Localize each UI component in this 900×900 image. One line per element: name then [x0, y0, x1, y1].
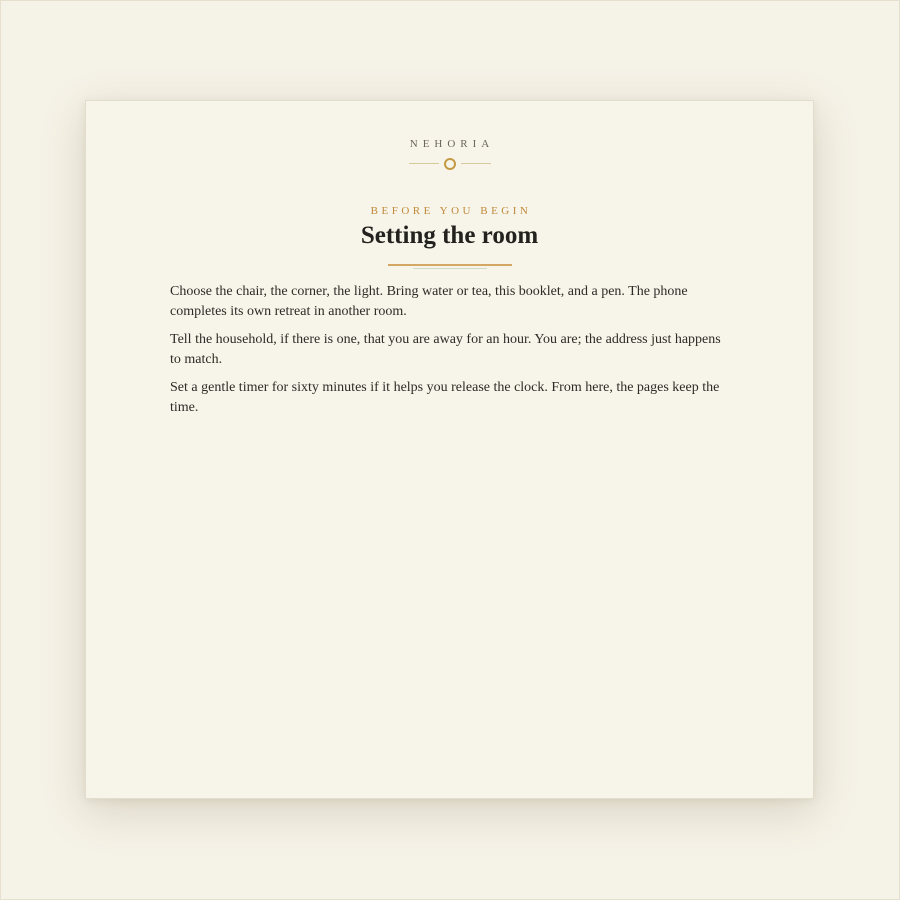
brand-wordmark: NEHORIA — [409, 138, 495, 150]
ring-icon — [444, 158, 456, 170]
body-text — [170, 282, 734, 426]
brand-ornament — [409, 157, 491, 171]
paragraph-1: Choose the chair, the corner, the light. Bring water or tea, this booklet, and a pen. The phone completes its own retreat in another room. — [170, 284, 688, 319]
ornament-line-right — [461, 163, 491, 164]
booklet-page — [85, 100, 814, 799]
title-divider — [388, 264, 512, 270]
paragraph-3: Set a gentle timer for sixty minutes if it helps you release the clock. From here, the pages keep the time. — [170, 380, 720, 415]
divider-sage-line — [413, 268, 487, 269]
paragraph-2: Tell the household, if there is one, that you are away for an hour. You are; the address just happens to match. — [170, 332, 721, 367]
divider-gold-line — [388, 264, 512, 266]
section-eyebrow: BEFORE YOU BEGIN — [370, 205, 532, 217]
page-title: Setting the room — [360, 222, 539, 249]
ornament-line-left — [409, 163, 439, 164]
